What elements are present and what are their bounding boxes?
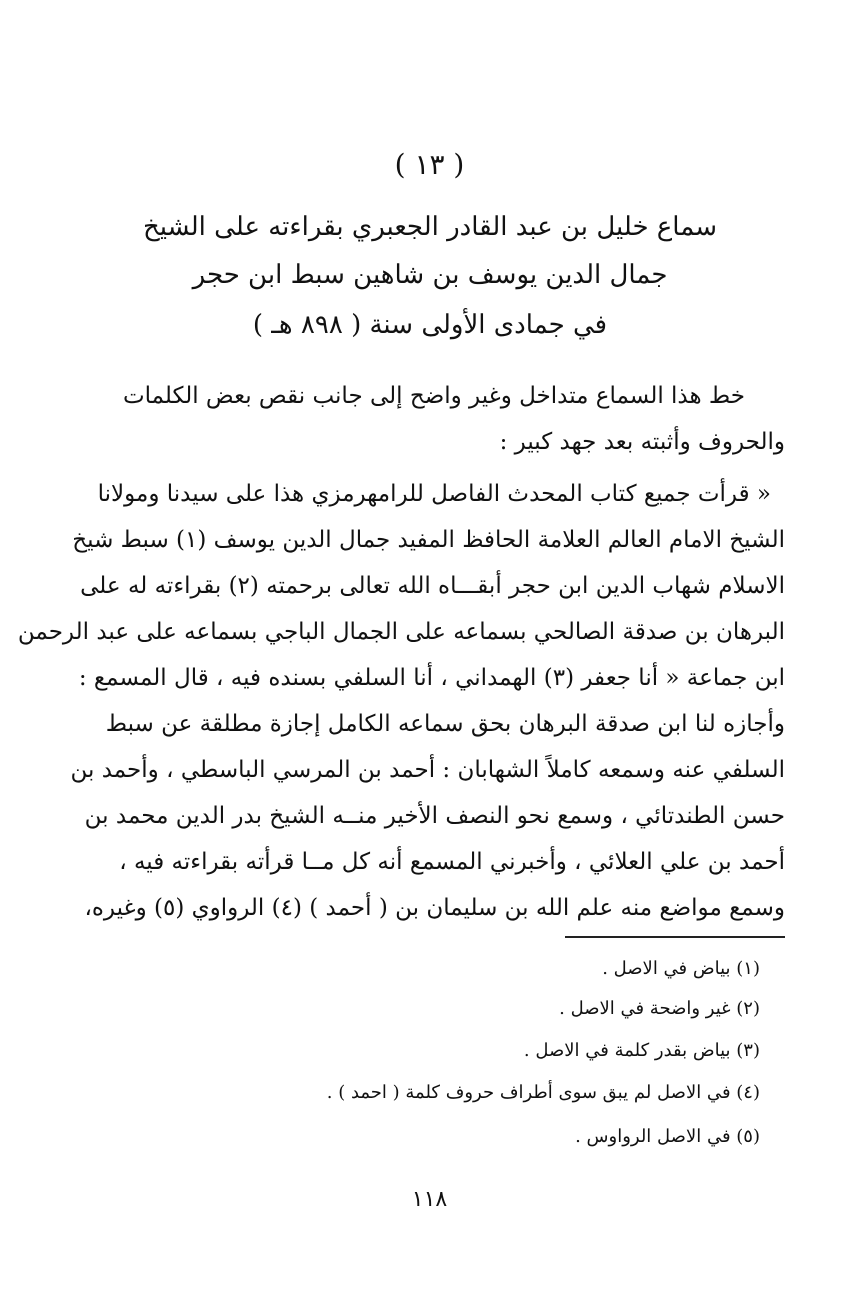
footnote-4: (٤) في الاصل لم يبق سوى أطراف حروف كلمة ( احمد ) . bbox=[326, 1082, 760, 1103]
body-line: وأجازه لنا ابن صدقة البرهان بحق سماعه الكامل إجازة مطلقة عن سبط bbox=[105, 711, 785, 737]
body-line: ابن جماعة « أنا جعفر (٣) الهمداني ، أنا السلفي بسنده فيه ، قال المسمع : bbox=[78, 665, 785, 691]
body-line: الاسلام شهاب الدين ابن حجر أبقـــاه الله تعالى برحمته (٢) بقراءته له على bbox=[80, 573, 785, 599]
footnote-divider bbox=[565, 936, 785, 938]
intro-line: والحروف وأثبته بعد جهد كبير : bbox=[499, 429, 785, 455]
intro-line: خط هذا السماع متداخل وغير واضح إلى جانب نقص بعض الكلمات bbox=[122, 383, 745, 409]
footnote-2: (٢) غير واضحة في الاصل . bbox=[559, 998, 760, 1019]
title-line-1: سماع خليل بن عبد القادر الجعبري بقراءته على الشيخ bbox=[142, 212, 718, 242]
footnote-3: (٣) بياض بقدر كلمة في الاصل . bbox=[523, 1040, 760, 1061]
page-number: ١١٨ bbox=[411, 1187, 448, 1212]
body-line: حسن الطندتائي ، وسمع نحو النصف الأخير منــه الشيخ بدر الدين محمد بن bbox=[84, 803, 785, 829]
footnote-5: (٥) في الاصل الرواوس . bbox=[575, 1126, 760, 1147]
body-paragraph bbox=[17, 471, 785, 931]
body-line: السلفي عنه وسمعه كاملاً الشهابان : أحمد بن المرسي الباسطي ، وأحمد بن bbox=[70, 757, 785, 783]
title-line-2: جمال الدين يوسف بن شاهين سبط ابن حجر bbox=[192, 260, 668, 290]
body-line: وسمع مواضع منه علم الله بن سليمان بن ( أحمد ) (٤) الرواوي (٥) وغيره، bbox=[84, 895, 785, 921]
body-line: الشيخ الامام العالم العلامة الحافظ المفيد جمال الدين يوسف (١) سبط شيخ bbox=[72, 527, 785, 553]
footnote-1: (١) بياض في الاصل . bbox=[602, 958, 760, 979]
body-line: أحمد بن علي العلائي ، وأخبرني المسمع أنه كل مــا قرأته بقراءته فيه ، bbox=[119, 849, 785, 875]
title-line-3: في جمادى الأولى سنة ( ٨٩٨ هـ ) bbox=[252, 310, 608, 340]
section-number: ( ١٣ ) bbox=[394, 148, 465, 181]
intro-paragraph bbox=[95, 373, 785, 465]
body-line: « قرأت جميع كتاب المحدث الفاصل للرامهرمزي هذا على سيدنا ومولانا bbox=[97, 481, 771, 507]
body-line: البرهان بن صدقة الصالحي بسماعه على الجمال الباجي بسماعه على عبد الرحمن bbox=[17, 619, 785, 645]
